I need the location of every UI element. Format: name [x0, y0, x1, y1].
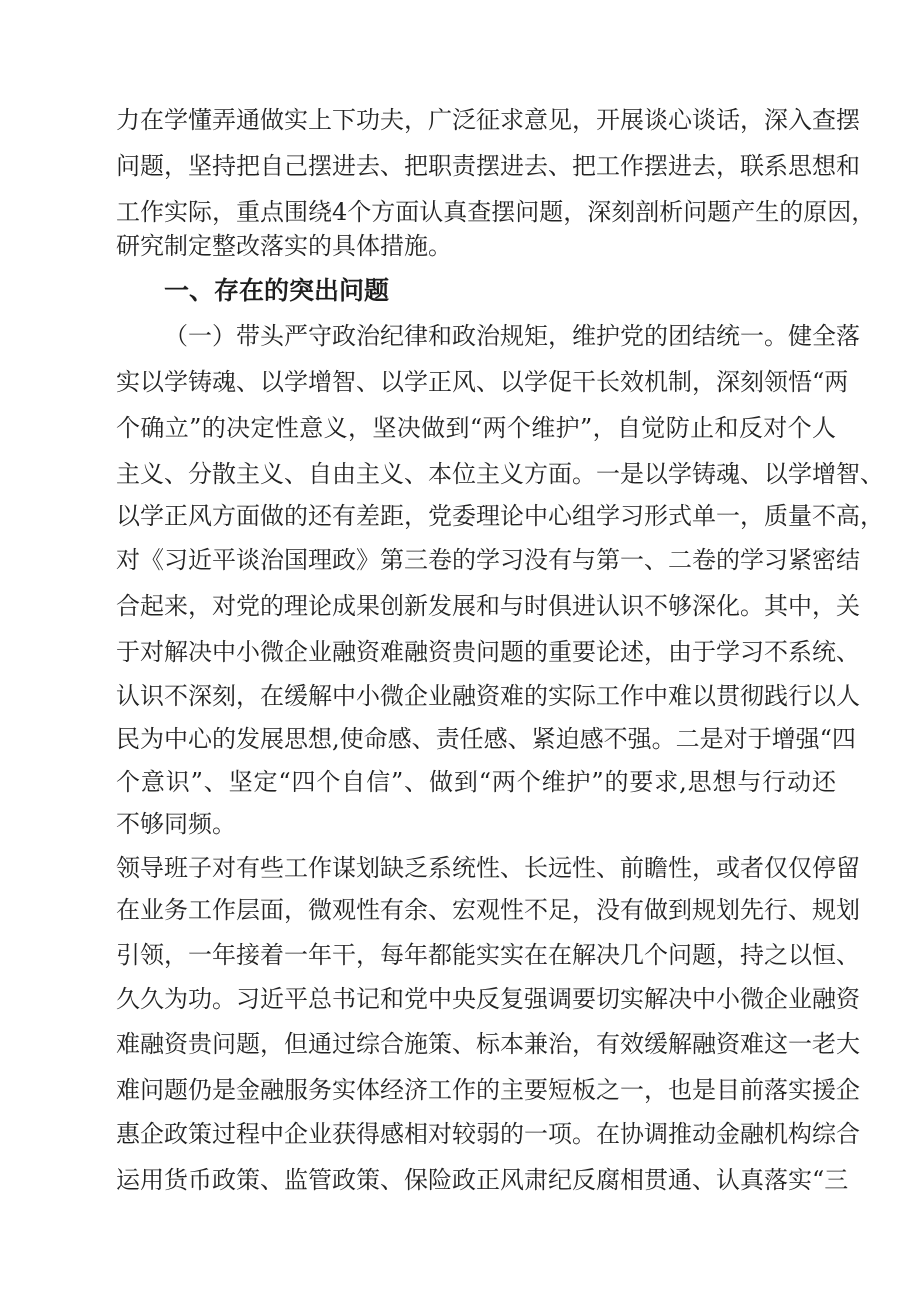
paragraph-line: 个确立”的决定性意义，坚决做到“两个维护”，自觉防止和反对个人: [116, 414, 836, 442]
intro-line: 研究制定整改落实的具体措施。: [116, 232, 452, 260]
paragraph-line: （一）带头严守政治纪律和政治规矩，维护党的团结统一。健全落: [164, 322, 860, 350]
paragraph-line: 在业务工作层面，微观性有余、宏观性不足，没有做到规划先行、规划: [116, 896, 860, 924]
intro-line: 工作实际，重点围绕4个方面认真查摆问题，深刻剖析问题产生的原因，: [116, 198, 876, 226]
paragraph-line: 合起来，对党的理论成果创新发展和与时俱进认识不够深化。其中，关: [116, 592, 860, 620]
paragraph-line: 个意识”、坚定“四个自信”、做到“两个维护”的要求,思想与行动还: [116, 768, 836, 796]
paragraph-line: 不够同频。: [116, 810, 236, 838]
intro-line: 问题，坚持把自己摆进去、把职责摆进去、把工作摆进去，联系思想和: [116, 152, 860, 180]
intro-line: 力在学懂弄通做实上下功夫，广泛征求意见，开展谈心谈话，深入查摆: [116, 106, 860, 134]
paragraph-line: 认识不深刻，在缓解中小微企业融资难的实际工作中难以贯彻践行以人: [116, 682, 860, 710]
paragraph-line: 久久为功。习近平总书记和党中央反复强调要切实解决中小微企业融资: [116, 985, 860, 1013]
section-heading: 一、存在的突出问题: [164, 276, 390, 305]
paragraph-line: 主义、分散主义、自由主义、本位主义方面。一是以学铸魂、以学增智、: [116, 460, 884, 488]
paragraph-line: 引领，一年接着一年干，每年都能实实在在解决几个问题，持之以恒、: [116, 941, 860, 969]
paragraph-line: 以学正风方面做的还有差距，党委理论中心组学习形式单一，质量不高，: [116, 502, 884, 530]
paragraph-line: 难问题仍是金融服务实体经济工作的主要短板之一，也是目前落实援企: [116, 1076, 860, 1104]
paragraph-line: 领导班子对有些工作谋划缺乏系统性、长远性、前瞻性，或者仅仅停留: [116, 854, 860, 882]
paragraph-line: 惠企政策过程中企业获得感相对较弱的一项。在协调推动金融机构综合: [116, 1120, 860, 1148]
paragraph-line: 于对解决中小微企业融资难融资贵问题的重要论述，由于学习不系统、: [116, 638, 860, 666]
paragraph-line: 民为中心的发展思想,使命感、责任感、紧迫感不强。二是对于增强“四: [116, 725, 856, 753]
paragraph-line: 对《习近平谈治国理政》第三卷的学习没有与第一、二卷的学习紧密结: [116, 546, 860, 574]
paragraph-line: 难融资贵问题，但通过综合施策、标本兼治，有效缓解融资难这一老大: [116, 1030, 860, 1058]
paragraph-line: 运用货币政策、监管政策、保险政正风肃纪反腐相贯通、认真落实“三: [116, 1166, 849, 1194]
paragraph-line: 实以学铸魂、以学增智、以学正风、以学促干长效机制，深刻领悟“两: [116, 368, 849, 396]
